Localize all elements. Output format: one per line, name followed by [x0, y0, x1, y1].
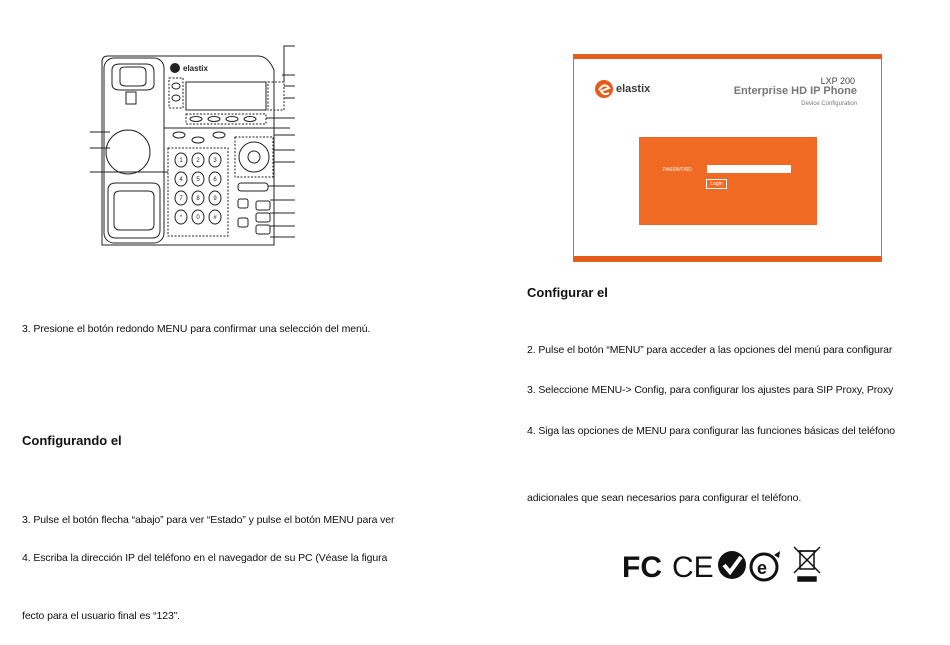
keypad-key[interactable]	[209, 210, 221, 224]
keypad-key-label: 1	[179, 158, 183, 164]
step-menu-options: 2. Pulse el botón “MENU” para acceder a las opciones del menú para configurar	[527, 344, 893, 356]
step-menu-confirm: 3. Presione el botón redondo MENU para confirmar una selección del menú.	[22, 323, 371, 335]
keypad-key-label: #	[213, 215, 217, 221]
keypad-key[interactable]	[209, 153, 221, 167]
keypad-key-label: 2	[196, 158, 200, 164]
model-name: LXP 200	[820, 76, 855, 86]
header-accent-bar	[574, 55, 881, 59]
login-brand: elastix	[616, 83, 651, 95]
phone-brand-label: elastix	[183, 64, 208, 73]
keypad-key-label: 9	[213, 196, 217, 202]
device-configuration-subtitle: Device Configuration	[801, 101, 857, 107]
rcm-mark-icon	[718, 551, 746, 579]
password-input[interactable]	[707, 165, 791, 173]
certification-marks	[622, 545, 832, 585]
keypad-key[interactable]	[175, 153, 187, 167]
footer-accent-bar	[574, 256, 881, 261]
keypad-key[interactable]	[192, 210, 204, 224]
keypad-key[interactable]	[209, 172, 221, 186]
keypad-key[interactable]	[192, 153, 204, 167]
keypad-key-label: *	[179, 215, 183, 221]
login-panel	[639, 137, 817, 225]
keypad-key-label: 4	[179, 177, 183, 183]
fcc-mark-icon	[622, 551, 662, 584]
ce-mark-text: CE	[672, 551, 714, 584]
keypad-key-label: 0	[196, 215, 200, 221]
keypad-key-label: 5	[196, 177, 200, 183]
ce-mark-icon	[672, 551, 714, 584]
additional-line: adicionales que sean necesarios para configurar el teléfono.	[527, 492, 802, 504]
web-login-screenshot	[573, 54, 882, 262]
keypad-key[interactable]	[175, 191, 187, 205]
weee-bin-icon	[794, 547, 820, 581]
svg-text:e: e	[757, 558, 768, 578]
step-basic-functions: 4. Siga las opciones de MENU para configurar las funciones básicas del teléfono	[527, 425, 895, 437]
phone-diagram	[90, 40, 300, 255]
keypad-key-label: 8	[196, 196, 200, 202]
login-button[interactable]: Login	[706, 179, 727, 189]
eco-mark-icon	[751, 551, 780, 580]
keypad-key[interactable]	[175, 172, 187, 186]
keypad-key-label: 6	[213, 177, 217, 183]
keypad-key[interactable]	[192, 191, 204, 205]
password-label: PASSWORD	[663, 167, 692, 173]
step-select-config: 3. Seleccione MENU-> Config, para configurar los ajustes para SIP Proxy, Proxy	[527, 384, 894, 396]
step-arrow-down: 3. Pulse el botón flecha “abajo” para ver “Estado” y pulse el botón MENU para ver	[22, 514, 395, 526]
right-heading: Configurar el	[527, 285, 608, 300]
step-ip-browser: 4. Escriba la dirección IP del teléfono en el navegador de su PC (Véase la figura	[22, 552, 388, 564]
keypad-key-label: 3	[213, 158, 217, 164]
fcc-mark-text: FC	[622, 551, 662, 584]
elastix-logo-icon	[594, 78, 614, 100]
keypad-key[interactable]	[175, 210, 187, 224]
default-password-line: fecto para el usuario final es “123”.	[22, 610, 180, 622]
keypad-key[interactable]	[192, 172, 204, 186]
keypad-key[interactable]	[209, 191, 221, 205]
product-name: Enterprise HD IP Phone	[733, 85, 857, 97]
keypad-key-label: 7	[179, 196, 183, 202]
left-heading: Configurando el	[22, 433, 122, 448]
